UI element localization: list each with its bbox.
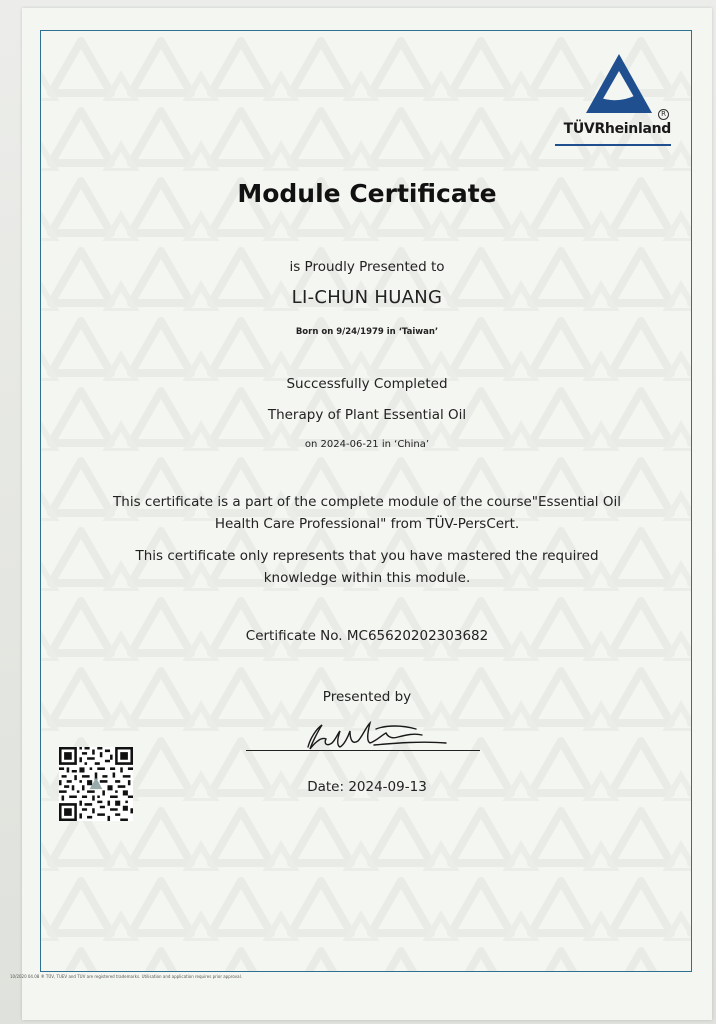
tuv-logo	[555, 51, 671, 151]
qr-code-icon	[59, 747, 133, 821]
recipient-name: LI-CHUN HUANG	[291, 287, 443, 308]
certificate-number: Certificate No. MC65620202303682	[245, 628, 489, 644]
paragraph-1-text: This certificate is a part of the complete module of the course"Essential Oil Health Care Professional" from TÜV-PersCert.	[113, 494, 621, 532]
certificate-content	[41, 31, 692, 972]
paragraph-module-part	[41, 491, 692, 535]
paragraph-2-text: This certificate only represents that you have mastered the required knowledge within this module.	[135, 548, 599, 586]
presented-by-label: Presented by	[322, 689, 412, 705]
issue-date: Date: 2024-09-13	[307, 779, 427, 795]
certificate-frame	[40, 30, 692, 972]
registered-mark: R	[658, 109, 669, 120]
footer-trademark-note: 10/2020 04.08 ® TÜV, TUEV and TUV are registered trademarks. Utilisation and application requires prior approval.	[10, 974, 242, 979]
signature-image	[246, 717, 480, 753]
logo-brand-text: TÜVRheinland	[563, 121, 671, 137]
qr-code-graphic	[59, 747, 133, 821]
completed-label: Successfully Completed	[286, 376, 448, 392]
born-line: Born on 9/24/1979 in ‘Taiwan’	[295, 327, 439, 337]
module-name: Therapy of Plant Essential Oil	[267, 407, 467, 423]
logo-underline	[555, 144, 671, 146]
completion-line: on 2024-06-21 in ‘China’	[304, 439, 430, 450]
tuv-triangle-logo-icon	[583, 51, 655, 117]
certificate-title: Module Certificate	[237, 179, 497, 208]
presented-to-label: is Proudly Presented to	[289, 259, 445, 275]
paragraph-knowledge	[41, 545, 692, 589]
signature-line	[246, 750, 480, 751]
